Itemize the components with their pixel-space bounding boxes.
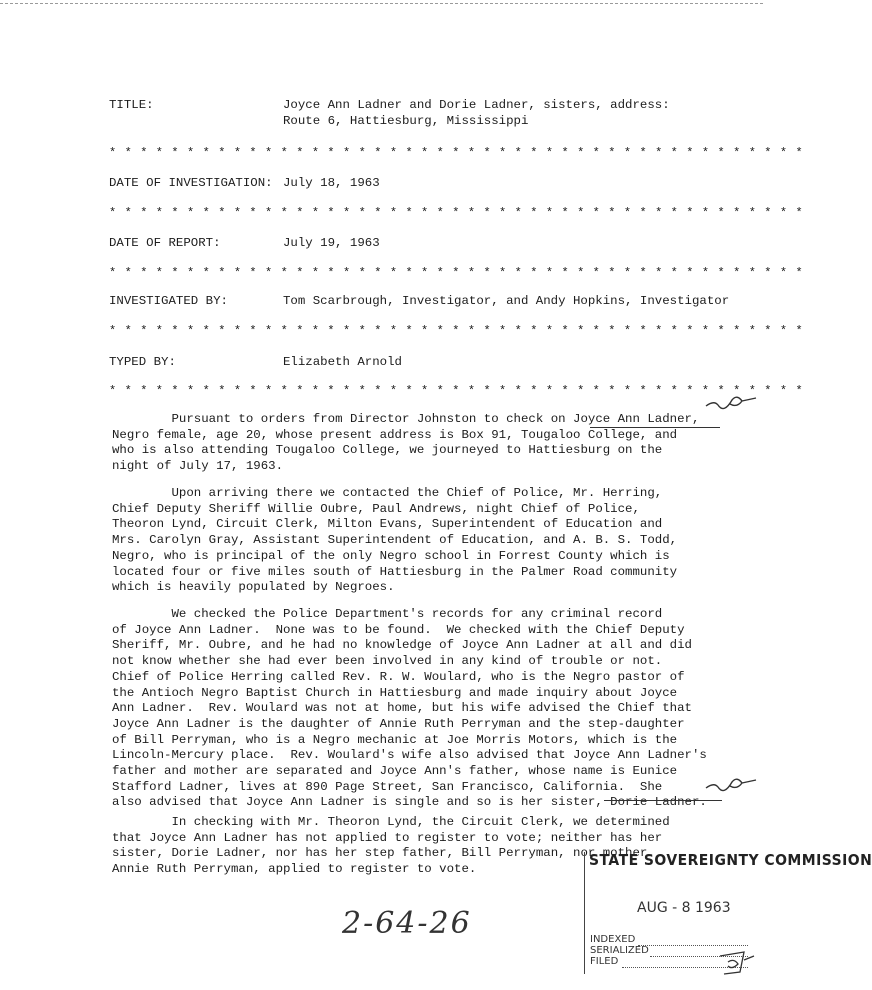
paragraph-line: Ann Ladner. Rev. Woulard was not at home, but his wife advised the Chief that bbox=[112, 701, 692, 716]
paragraph-line: In checking with Mr. Theoron Lynd, the Circuit Clerk, we determined bbox=[112, 815, 670, 829]
paragraph-line: Stafford Ladner, lives at 890 Page Street, San Francisco, California. She bbox=[112, 779, 663, 794]
paragraph-line: located four or five miles south of Hattiesburg in the Palmer Road community bbox=[112, 564, 678, 579]
separator: * * * * * * * * * * * * * * * * * * * * * * * * * * * * * * * * * * * * * * * * * * * * * bbox=[109, 324, 804, 338]
name-underline bbox=[590, 427, 720, 428]
investigation-date-label: DATE OF INVESTIGATION: bbox=[109, 176, 273, 190]
paragraph-line: Mrs. Carolyn Gray, Assistant Superintendent of Education, and A. B. S. Todd, bbox=[112, 533, 678, 548]
paragraph-line: sister, Dorie Ladner, nor has her step father, Bill Perryman, nor mother bbox=[112, 846, 648, 861]
separator: * * * * * * * * * * * * * * * * * * * * * * * * * * * * * * * * * * * * * * * * * * * * * bbox=[109, 206, 804, 220]
page-top-edge bbox=[0, 3, 763, 4]
stamp-border bbox=[584, 852, 585, 974]
paragraph-line: which is heavily populated by Negroes. bbox=[112, 580, 395, 595]
paragraph-1 bbox=[112, 412, 732, 475]
paragraph-line: Upon arriving there we contacted the Chief of Police, Mr. Herring, bbox=[112, 486, 663, 500]
title-label: TITLE: bbox=[109, 98, 154, 112]
report-date-label: DATE OF REPORT: bbox=[109, 236, 221, 250]
investigated-by-label: INVESTIGATED BY: bbox=[109, 294, 228, 308]
paragraph-line: Sheriff, Mr. Oubre, and he had no knowledge of Joyce Ann Ladner at all and did bbox=[112, 638, 692, 653]
paragraph-line: of Bill Perryman, who is a Negro mechanic at Joe Morris Motors, which is the bbox=[112, 732, 678, 747]
investigation-date-value: July 18, 1963 bbox=[283, 176, 380, 190]
handwritten-check-mark bbox=[704, 774, 758, 800]
stamp-filed-label: FILED bbox=[590, 956, 619, 967]
paragraph-line: that Joyce Ann Ladner has not applied to register to vote; neither has her bbox=[112, 830, 663, 845]
report-date-value: July 19, 1963 bbox=[283, 236, 380, 250]
paragraph-line: night of July 17, 1963. bbox=[112, 459, 284, 474]
name-underline bbox=[604, 800, 722, 801]
paragraph-line: also advised that Joyce Ann Ladner is single and so is her sister, Dorie Ladner. bbox=[112, 795, 707, 810]
paragraph-line: father and mother are separated and Joyce Ann's father, whose name is Eunice bbox=[112, 764, 678, 779]
paragraph-line: Lincoln-Mercury place. Rev. Woulard's wife also advised that Joyce Ann Ladner's bbox=[112, 748, 707, 763]
stamp-received-date: AUG - 8 1963 bbox=[637, 900, 731, 916]
paragraph-line: who is also attending Tougaloo College, we journeyed to Hattiesburg on the bbox=[112, 443, 663, 458]
typed-by-value: Elizabeth Arnold bbox=[283, 355, 402, 369]
paragraph-line: We checked the Police Department's records for any criminal record bbox=[112, 607, 663, 621]
paragraph-line: Chief Deputy Sheriff Willie Oubre, Paul Andrews, night Chief of Police, bbox=[112, 501, 640, 516]
stamp-indexed-label: INDEXED bbox=[590, 934, 636, 945]
paragraph-line: Theoron Lynd, Circuit Clerk, Milton Evans, Superintendent of Education and bbox=[112, 517, 663, 532]
title-line-1: Joyce Ann Ladner and Dorie Ladner, sisters, address: bbox=[283, 98, 670, 112]
paragraph-line: the Antioch Negro Baptist Church in Hattiesburg and made inquiry about Joyce bbox=[112, 685, 678, 700]
paragraph-line: Joyce Ann Ladner is the daughter of Annie Ruth Perryman and the step-daughter bbox=[112, 716, 685, 731]
separator: * * * * * * * * * * * * * * * * * * * * * * * * * * * * * * * * * * * * * * * * * * * * * bbox=[109, 146, 804, 160]
paragraph-line: Chief of Police Herring called Rev. R. W. Woulard, who is the Negro pastor of bbox=[112, 669, 685, 684]
paragraph-3 bbox=[112, 607, 732, 811]
title-line-2: Route 6, Hattiesburg, Mississippi bbox=[283, 114, 529, 128]
paragraph-line: Negro, who is principal of the only Negro school in Forrest County which is bbox=[112, 548, 670, 563]
paragraph-line: Pursuant to orders from Director Johnston to check on Joyce Ann Ladner, bbox=[112, 412, 700, 426]
stamp-commission-title: STATE SOVEREIGNTY COMMISSION bbox=[589, 851, 872, 869]
paragraph-2 bbox=[112, 486, 732, 596]
paragraph-line: not know whether she had ever been involved in any kind of trouble or not. bbox=[112, 654, 663, 669]
paragraph-line: Negro female, age 20, whose present address is Box 91, Tougaloo College, and bbox=[112, 427, 678, 442]
paragraph-line: Annie Ruth Perryman, applied to register to vote. bbox=[112, 862, 477, 877]
separator: * * * * * * * * * * * * * * * * * * * * * * * * * * * * * * * * * * * * * * * * * * * * * bbox=[109, 384, 804, 398]
separator: * * * * * * * * * * * * * * * * * * * * * * * * * * * * * * * * * * * * * * * * * * * * * bbox=[109, 266, 804, 280]
paragraph-line: of Joyce Ann Ladner. None was to be found. We checked with the Chief Deputy bbox=[112, 622, 685, 637]
investigated-by-value: Tom Scarbrough, Investigator, and Andy Hopkins, Investigator bbox=[283, 294, 730, 308]
handwritten-initials bbox=[714, 946, 758, 978]
typed-by-label: TYPED BY: bbox=[109, 355, 176, 369]
stamp-serialized-label: SERIALIZED bbox=[590, 945, 649, 956]
handwritten-check-mark bbox=[704, 392, 758, 418]
handwritten-file-number: 2-64-26 bbox=[342, 906, 472, 941]
